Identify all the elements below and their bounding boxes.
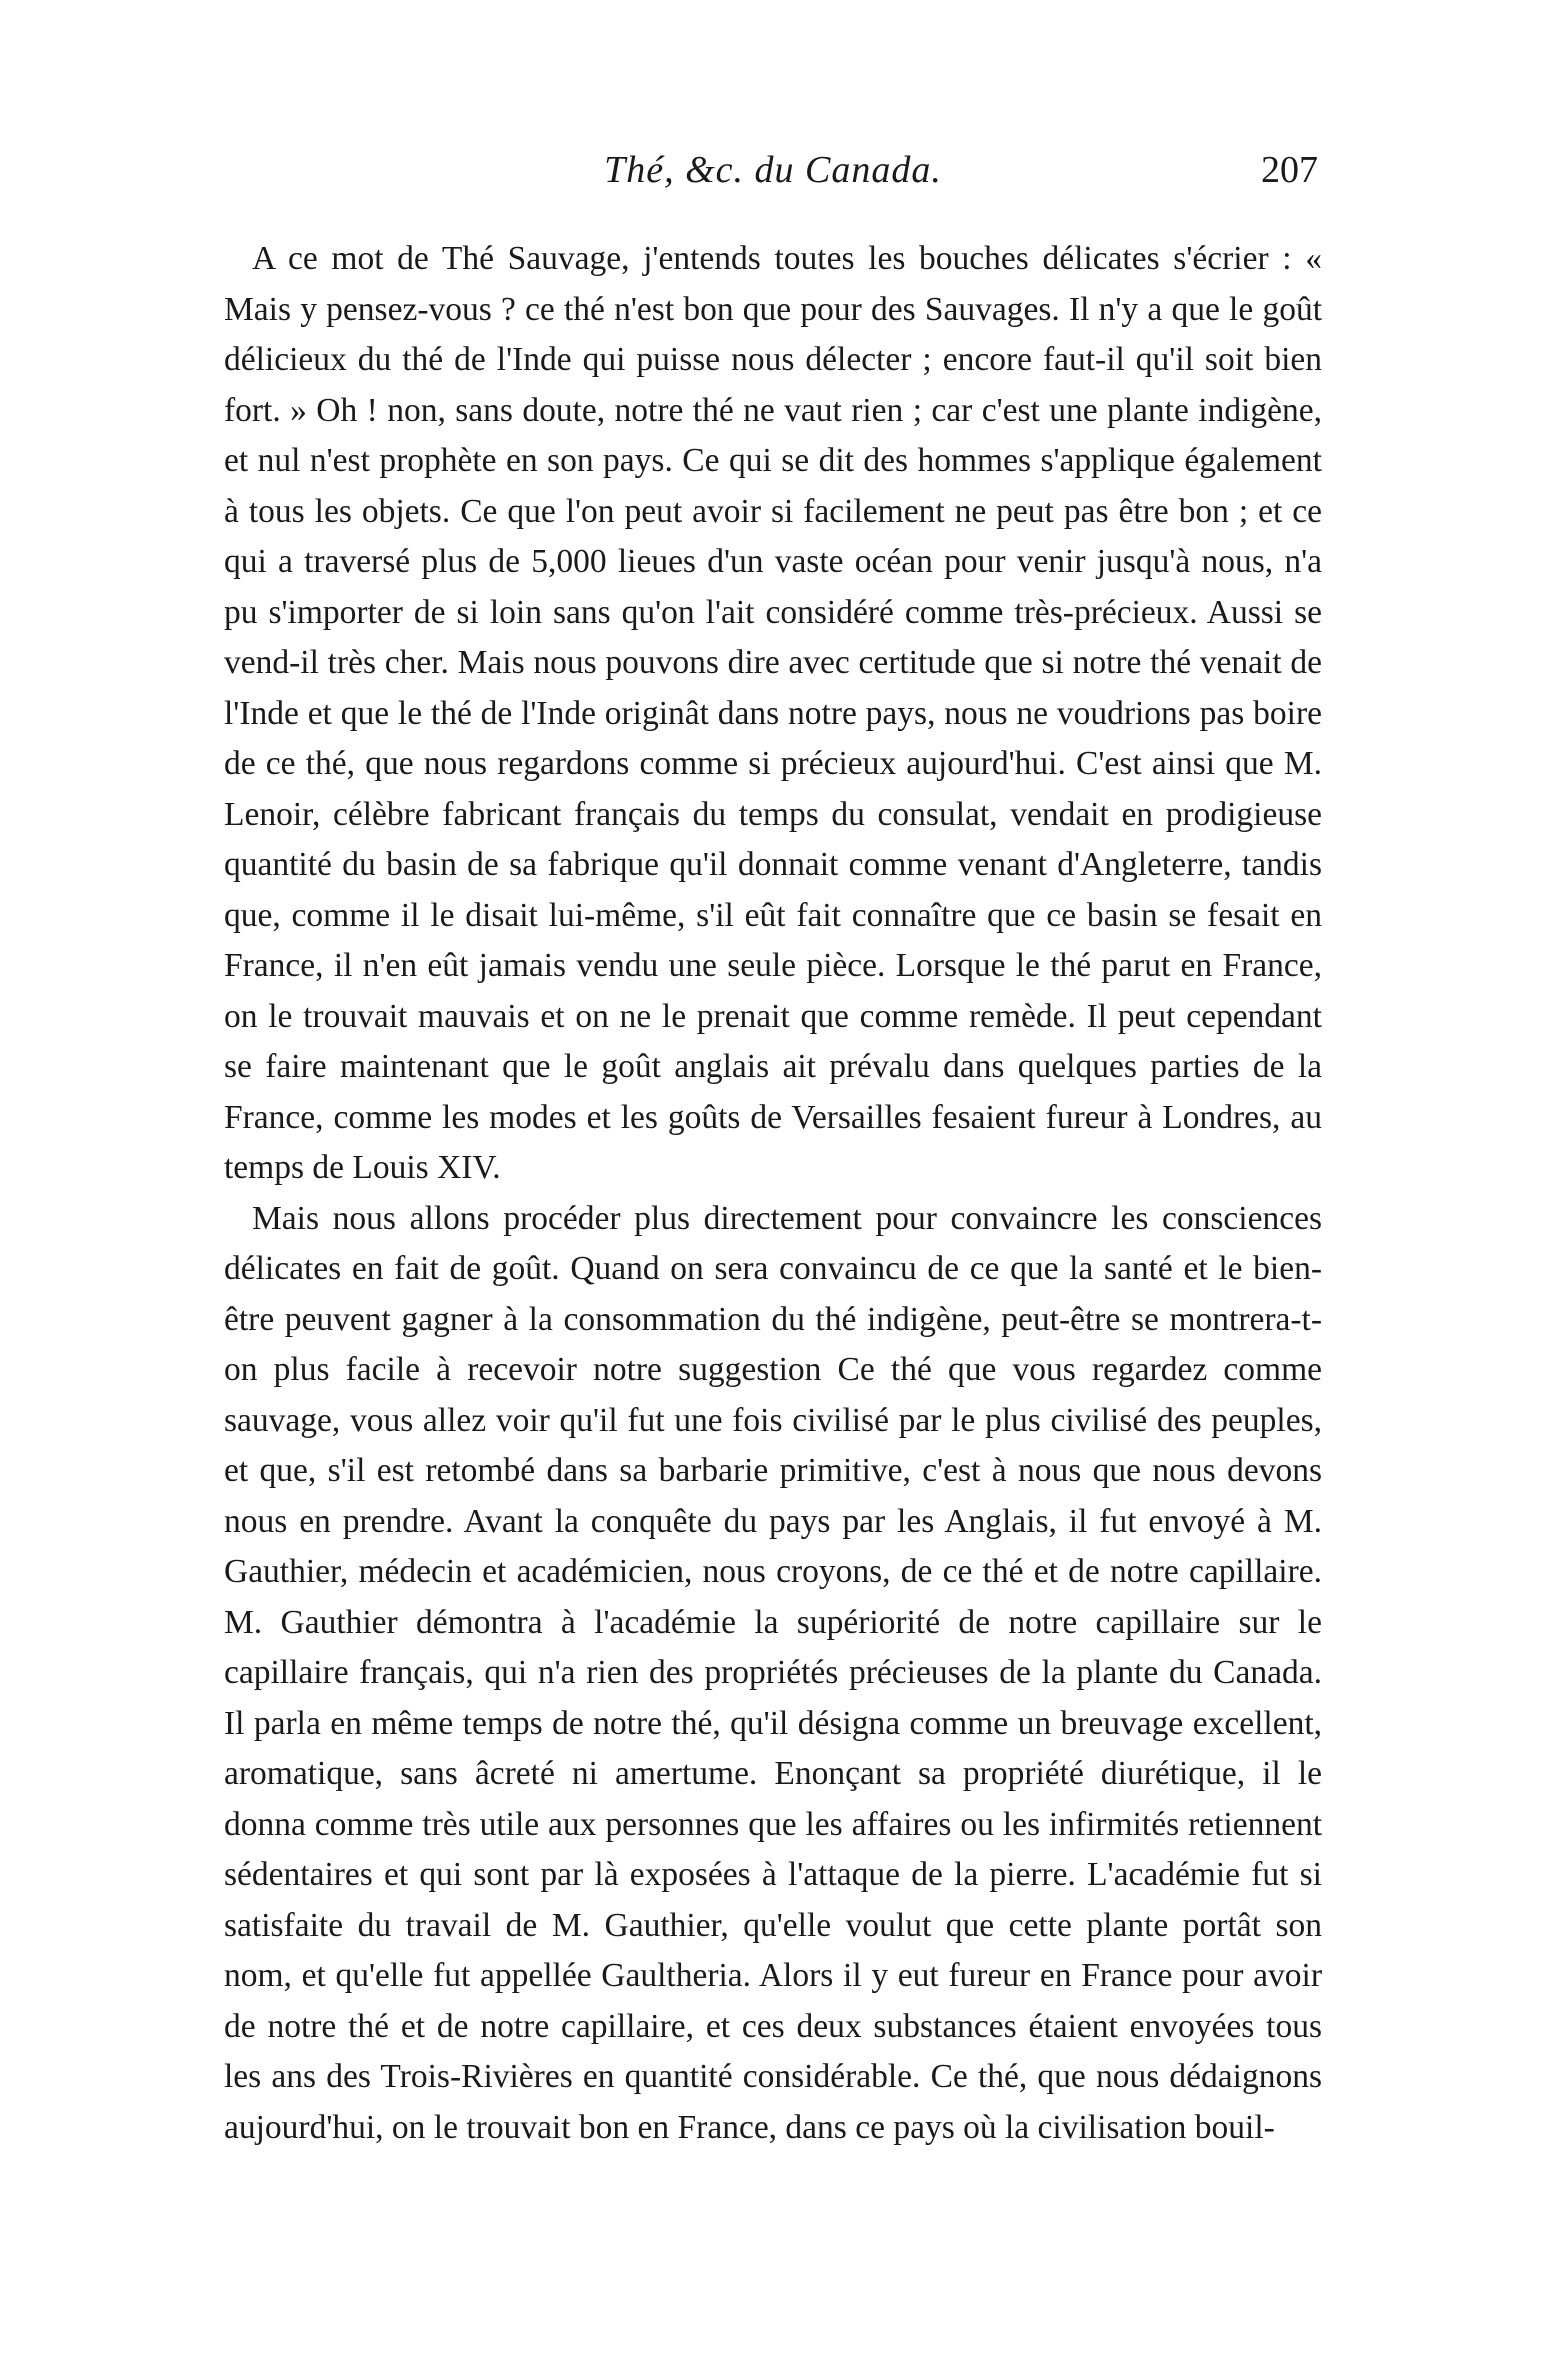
body-text	[224, 234, 1322, 2153]
page-header	[228, 148, 1318, 212]
paragraph-1: A ce mot de Thé Sauvage, j'entends toutes les bouches délicates s'écrier : « Mais y pensez-vous ? ce thé n'est bon que pour des Sauvages. Il n'y a que le goût délicieux du thé de l'Inde qui puisse nous délecter ; encore faut-il qu'il soit bien fort. » Oh ! non, sans doute, notre thé ne vaut rien ; car c'est une plante indigène, et nul n'est prophète en son pays. Ce qui se dit des hommes s'applique également à tous les objets. Ce que l'on peut avoir si facilement ne peut pas être bon ; et ce qui a traversé plus de 5,000 lieues d'un vaste océan pour venir jusqu'à nous, n'a pu s'importer de si loin sans qu'on l'ait considéré comme très-précieux. Aussi se vend-il très cher. Mais nous pouvons dire avec certitude que si notre thé venait de l'Inde et que le thé de l'Inde originât dans notre pays, nous ne voudrions pas boire de ce thé, que nous regardons comme si précieux aujourd'hui. C'est ainsi que M. Lenoir, célèbre fabricant français du temps du consulat, vendait en prodigieuse quantité du basin de sa fabrique qu'il donnait comme venant d'Angleterre, tandis que, comme il le disait lui-même, s'il eût fait connaître que ce basin se fesait en France, il n'en eût jamais vendu une seule pièce. Lorsque le thé parut en France, on le trouvait mauvais et on ne le prenait que comme remède. Il peut cependant se faire maintenant que le goût anglais ait prévalu dans quelques parties de la France, comme les modes et les goûts de Versailles fesaient fureur à Londres, au temps de Louis XIV.	[224, 240, 1322, 1186]
paragraph-2: Mais nous allons procéder plus directement pour convaincre les consciences délicates en fait de goût. Quand on sera convaincu de ce que la santé et le bien-être peuvent gagner à la consommation du thé indigène, peut-être se montrera-t-on plus facile à recevoir notre suggestion Ce thé que vous regardez comme sauvage, vous allez voir qu'il fut une fois civilisé par le plus civilisé des peuples, et que, s'il est retombé dans sa barbarie primitive, c'est à nous que nous devons nous en prendre. Avant la conquête du pays par les Anglais, il fut envoyé à M. Gauthier, médecin et académicien, nous croyons, de ce thé et de notre capillaire. M. Gauthier démontra à l'académie la supériorité de notre capillaire sur le capillaire français, qui n'a rien des propriétés précieuses de la plante du Canada. Il parla en même temps de notre thé, qu'il désigna comme un breuvage excellent, aromatique, sans âcreté ni amertume. Enonçant sa propriété diurétique, il le donna comme très utile aux personnes que les affaires ou les infirmités retiennent sédentaires et qui sont par là exposées à l'attaque de la pierre. L'académie fut si satisfaite du travail de M. Gauthier, qu'elle voulut que cette plante portât son nom, et qu'elle fut appellée Gaultheria. Alors il y eut fureur en France pour avoir de notre thé et de notre capillaire, et ces deux substances étaient envoyées tous les ans des Trois-Rivières en quantité considérable. Ce thé, que nous dédaignons aujourd'hui, on le trouvait bon en France, dans ce pays où la civilisation bouil-	[224, 1199, 1322, 2146]
page-number: 207	[1261, 149, 1318, 191]
running-title: Thé, &c. du Canada.	[604, 149, 942, 191]
